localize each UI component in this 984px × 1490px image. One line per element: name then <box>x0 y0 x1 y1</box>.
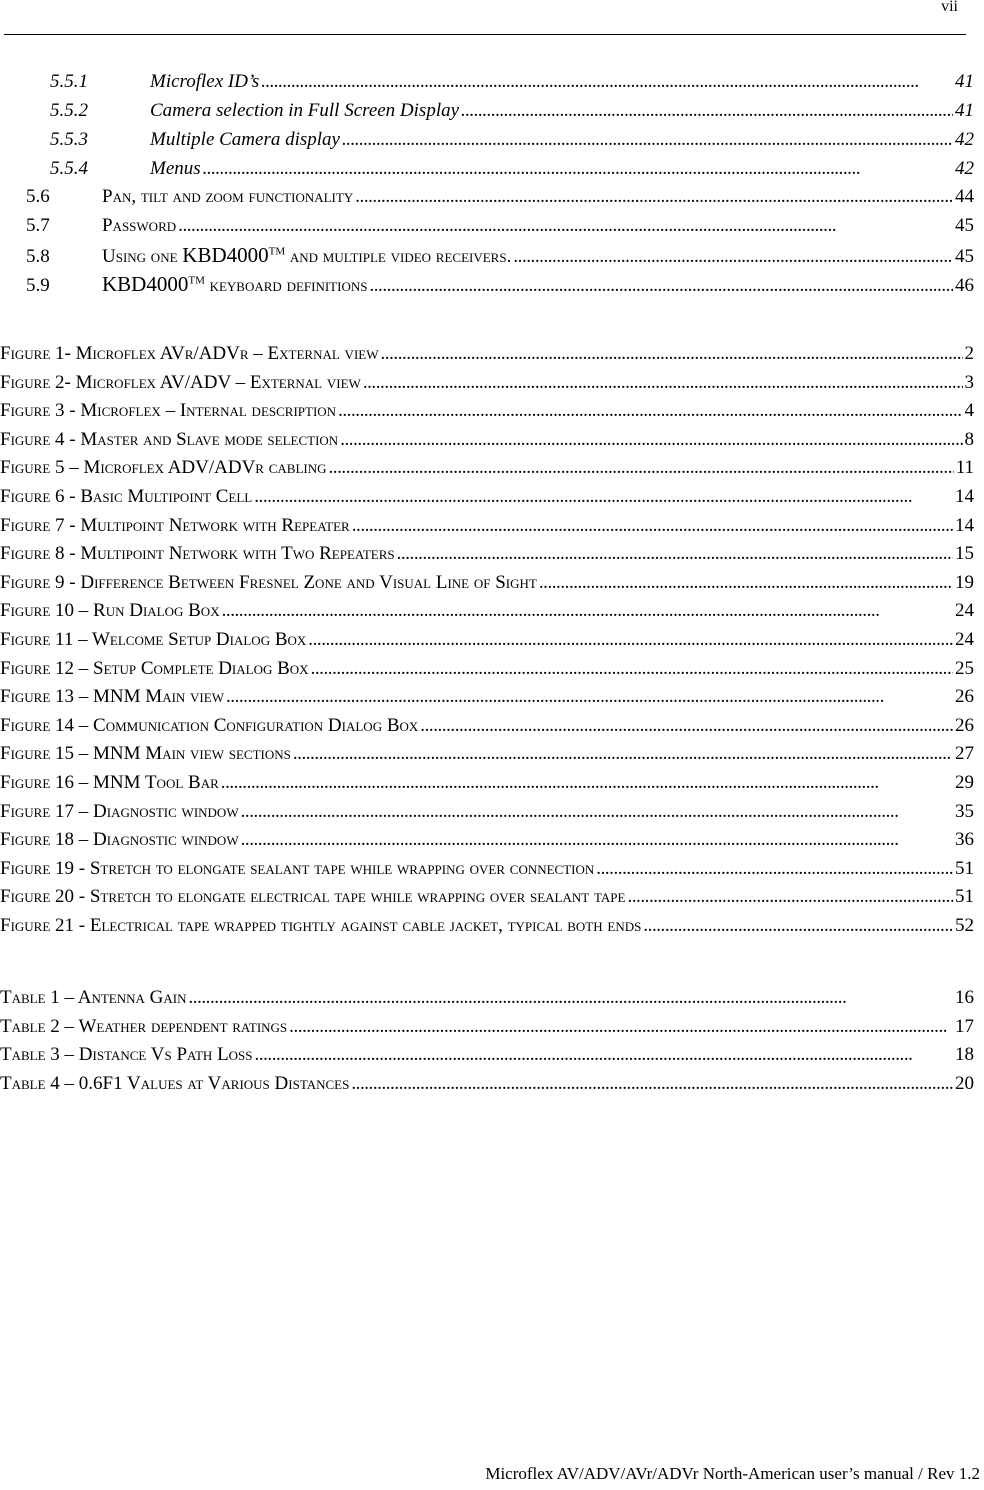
figure-title: Figure 5 – Microflex ADV/ADVr cabling <box>0 457 327 478</box>
figure-title: Figure 15 – MNM Main view sections <box>0 743 291 764</box>
dot-leader <box>355 185 953 209</box>
dot-leader <box>241 800 953 824</box>
page-ref: 45 <box>955 246 974 267</box>
page-ref: 27 <box>955 743 974 764</box>
figure-title: Figure 1- Microflex AVr/ADVr – External view <box>0 343 379 364</box>
dot-leader <box>222 599 953 623</box>
table-title: Table 4 – 0.6F1 Values at Various Distances <box>0 1073 350 1094</box>
toc-figure-entry[interactable] <box>0 599 974 623</box>
page-ref: 45 <box>955 215 974 236</box>
figure-title: Figure 19 - Stretch to elongate sealant tape while wrapping over connection <box>0 858 595 879</box>
figure-title: Figure 11 – Welcome Setup Dialog Box <box>0 629 307 650</box>
section-number: 5.7 <box>26 215 50 236</box>
toc-figure-entry[interactable] <box>0 657 974 681</box>
toc-figure-entry[interactable] <box>0 742 974 766</box>
figure-title: Figure 17 – Diagnostic window <box>0 801 239 822</box>
page-ref: 8 <box>964 429 974 450</box>
table-title: Table 2 – Weather dependent ratings <box>0 1016 288 1037</box>
figure-title: Figure 7 - Multipoint Network with Repeater <box>0 515 350 536</box>
dot-leader <box>293 742 953 766</box>
dot-leader <box>226 685 953 709</box>
page-ref: 35 <box>955 801 974 822</box>
dot-leader <box>255 1043 953 1067</box>
toc-figure-entry[interactable] <box>0 571 974 595</box>
page-ref: 20 <box>955 1073 974 1094</box>
page-ref: 29 <box>955 772 974 793</box>
figure-title: Figure 13 – MNM Main view <box>0 686 224 707</box>
page-ref: 26 <box>955 715 974 736</box>
toc-figure-entry[interactable] <box>0 456 974 480</box>
dot-leader <box>342 128 953 152</box>
page-ref: 26 <box>955 686 974 707</box>
page-ref: 46 <box>955 275 974 296</box>
page-ref: 11 <box>955 457 974 478</box>
section-number: 5.5.4 <box>50 158 88 179</box>
header-rule <box>4 34 966 35</box>
dot-leader <box>539 571 953 595</box>
page-ref: 3 <box>964 372 974 393</box>
toc-section-entry[interactable] <box>26 272 974 296</box>
page-ref: 4 <box>964 400 974 421</box>
figure-title: Figure 6 - Basic Multipoint Cell <box>0 486 253 507</box>
page-ref: 36 <box>955 829 974 850</box>
figure-title: Figure 3 - Microflex – Internal description <box>0 400 337 421</box>
dot-leader <box>178 214 953 238</box>
figure-title: Figure 18 – Diagnostic window <box>0 829 239 850</box>
toc-section-entry[interactable] <box>50 99 974 123</box>
toc-figure-entry[interactable] <box>0 485 974 509</box>
page-ref: 14 <box>955 486 974 507</box>
figure-title: Figure 4 - Master and Slave mode selection <box>0 429 339 450</box>
page-ref: 17 <box>955 1016 974 1037</box>
section-title-suffix: keyboard definitions <box>204 275 368 296</box>
toc-figure-entry[interactable] <box>0 342 974 366</box>
dot-leader <box>241 828 953 852</box>
figure-title: Figure 10 – Run Dialog Box <box>0 600 220 621</box>
footer-text: Microflex AV/ADV/AVr/ADVr North-American user’s manual / Rev 1.2 <box>485 1464 980 1483</box>
toc-figure-entry[interactable] <box>0 628 974 652</box>
dot-leader <box>340 428 962 452</box>
section-title: Camera selection in Full Screen Display <box>150 100 460 121</box>
toc-figure-entry[interactable] <box>0 885 974 909</box>
section-title-prefix: Using one <box>102 246 183 267</box>
page-ref: 41 <box>955 100 974 121</box>
page-ref: 24 <box>955 600 974 621</box>
dot-leader <box>627 885 953 909</box>
page-ref: 2 <box>964 343 974 364</box>
figure-title: Figure 21 - Electrical tape wrapped tightly against cable jacket, typical both ends <box>0 915 642 936</box>
toc-table-entry[interactable] <box>0 1072 974 1096</box>
dot-leader <box>203 157 953 181</box>
page-ref: 14 <box>955 515 974 536</box>
page-ref: 52 <box>955 915 974 936</box>
dot-leader <box>221 771 953 795</box>
dot-leader <box>308 628 953 652</box>
section-title: Multiple Camera display <box>150 129 340 150</box>
figure-title: Figure 2- Microflex AV/ADV – External view <box>0 372 361 393</box>
dot-leader <box>289 1015 953 1039</box>
table-title: Table 3 – Distance Vs Path Loss <box>0 1044 253 1065</box>
figure-title: Figure 14 – Communication Configuration Dialog Box <box>0 715 419 736</box>
section-title-suffix: and multiple video receivers. <box>285 246 512 267</box>
toc-section-entry[interactable] <box>50 157 974 181</box>
page-ref: 18 <box>955 1044 974 1065</box>
figure-title: Figure 20 - Stretch to elongate electrical tape while wrapping over sealant tape <box>0 886 626 907</box>
dot-leader <box>261 70 953 94</box>
trademark-sup: TM <box>188 274 205 287</box>
section-title: Pan, tilt and zoom functionality <box>102 186 354 207</box>
toc-figure-entry[interactable] <box>0 714 974 738</box>
page-number: vii <box>941 0 958 15</box>
dot-leader <box>420 714 953 738</box>
page-ref: 42 <box>955 129 974 150</box>
toc-table-entry[interactable] <box>0 986 974 1010</box>
section-title-brand: KBD4000 <box>102 272 189 296</box>
toc-figure-entry[interactable] <box>0 685 974 709</box>
section-title: Password <box>102 215 177 236</box>
toc-section-entry[interactable] <box>50 128 974 152</box>
toc-figure-entry[interactable] <box>0 857 974 881</box>
page-ref: 51 <box>955 858 974 879</box>
dot-leader <box>352 514 953 538</box>
section-number: 5.6 <box>26 186 50 207</box>
section-number: 5.5.2 <box>50 100 88 121</box>
section-title: Menus <box>150 158 201 179</box>
page-ref: 24 <box>955 629 974 650</box>
dot-leader <box>254 485 953 509</box>
dot-leader <box>381 342 963 366</box>
section-number: 5.5.1 <box>50 71 88 92</box>
dot-leader <box>363 371 963 395</box>
dot-leader <box>311 657 953 681</box>
dot-leader <box>513 245 953 269</box>
page-ref: 42 <box>955 158 974 179</box>
section-number: 5.9 <box>26 275 50 296</box>
toc-figure-entry[interactable] <box>0 371 974 395</box>
page-ref: 41 <box>955 71 974 92</box>
toc-figure-entry[interactable] <box>0 914 974 938</box>
figure-title: Figure 9 - Difference Between Fresnel Zone and Visual Line of Sight <box>0 572 537 593</box>
toc-figure-entry[interactable] <box>0 514 974 538</box>
section-title: Microflex ID’s <box>150 71 260 92</box>
toc-table-entry[interactable] <box>0 1043 974 1067</box>
page-ref: 15 <box>955 543 974 564</box>
toc-figure-entry[interactable] <box>0 399 974 423</box>
trademark-sup: TM <box>268 245 286 258</box>
dot-leader <box>329 456 954 480</box>
dot-leader <box>338 399 962 423</box>
toc-section-entry[interactable] <box>26 185 974 209</box>
dot-leader <box>461 99 953 123</box>
figure-title: Figure 16 – MNM Tool Bar <box>0 772 219 793</box>
toc-figure-entry[interactable] <box>0 428 974 452</box>
toc-table-entry[interactable] <box>0 1015 974 1039</box>
dot-leader <box>188 986 953 1010</box>
toc-figure-entry[interactable] <box>0 771 974 795</box>
dot-leader <box>369 274 953 298</box>
dot-leader <box>596 857 953 881</box>
section-title <box>102 272 367 298</box>
page-ref: 16 <box>955 987 974 1008</box>
page-ref: 44 <box>955 186 974 207</box>
toc-figure-entry[interactable] <box>0 828 974 852</box>
toc-section-entry[interactable] <box>26 243 974 267</box>
toc-figure-entry[interactable] <box>0 800 974 824</box>
dot-leader <box>643 914 953 938</box>
figure-title: Figure 12 – Setup Complete Dialog Box <box>0 658 309 679</box>
toc-section-entry[interactable] <box>50 70 974 94</box>
section-number: 5.8 <box>26 246 50 267</box>
figure-title: Figure 8 - Multipoint Network with Two Repeaters <box>0 543 395 564</box>
dot-leader <box>351 1072 953 1096</box>
page-ref: 25 <box>955 658 974 679</box>
section-title-brand: KBD4000 <box>182 243 269 267</box>
toc-figure-entry[interactable] <box>0 542 974 566</box>
toc-section-entry[interactable] <box>26 214 974 238</box>
table-title: Table 1 – Antenna Gain <box>0 987 187 1008</box>
page-ref: 51 <box>955 886 974 907</box>
section-title <box>102 243 511 269</box>
page-ref: 19 <box>955 572 974 593</box>
dot-leader <box>397 542 953 566</box>
section-number: 5.5.3 <box>50 129 88 150</box>
